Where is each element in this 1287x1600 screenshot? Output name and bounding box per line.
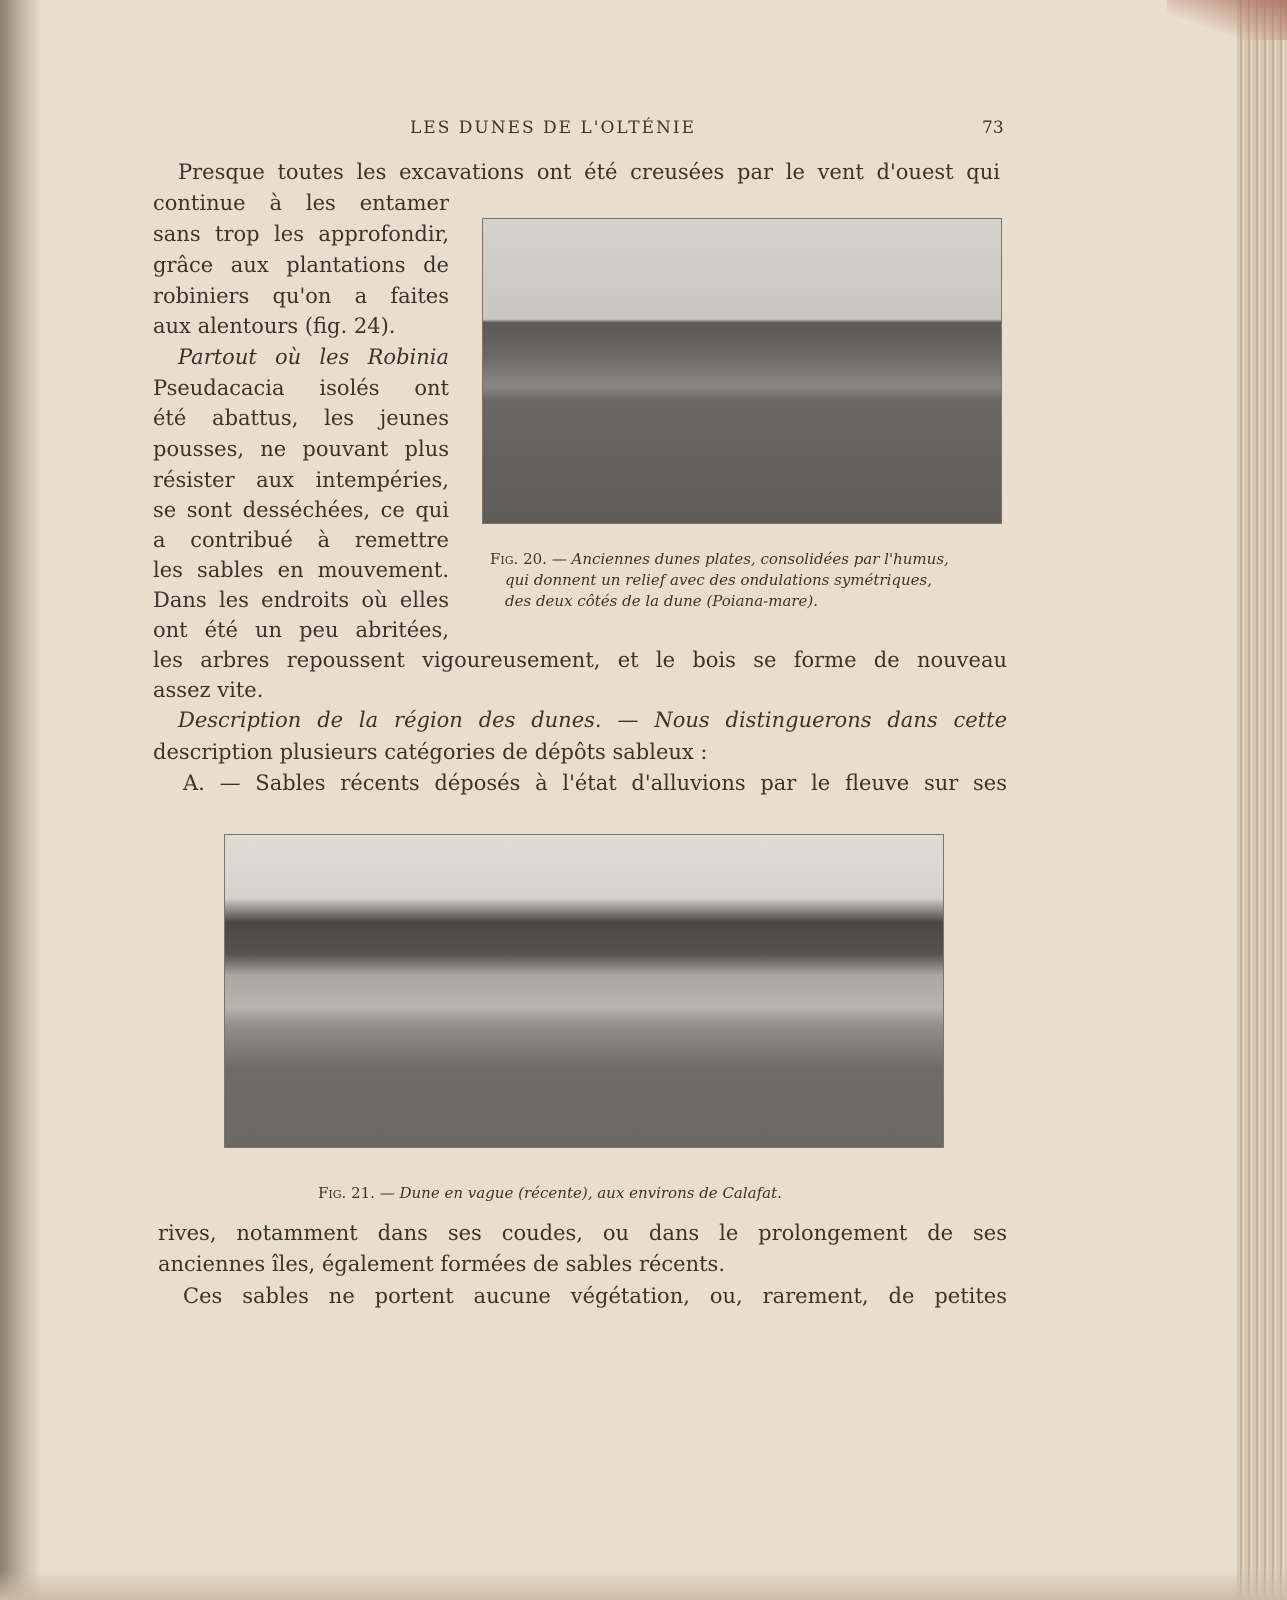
page-corner-shadow [1167, 0, 1287, 40]
text-line: résister aux intempéries, [153, 468, 449, 492]
figure-label: Fig. 21. [318, 1184, 375, 1202]
book-gutter [0, 0, 40, 1600]
text-line: Presque toutes les excavations ont été creusées par le vent d'ouest qui [178, 160, 1000, 184]
text-line: continue à les entamer [153, 191, 449, 215]
figure-20-caption-line: des deux côtés de la dune (Poiana-mare). [505, 592, 819, 610]
page-number: 73 [982, 118, 1004, 138]
text-line: anciennes îles, également formées de sables récents. [158, 1252, 726, 1276]
text-line: se sont desséchées, ce qui [153, 498, 449, 522]
text-line: les arbres repoussent vigoureusement, et le bois se forme de nouveau [153, 648, 1007, 672]
figure-20-caption [490, 550, 949, 568]
text-line: description plusieurs catégories de dépôts sableux : [153, 740, 708, 764]
figure-20-caption-line: qui donnent un relief avec des ondulations symétriques, [505, 571, 933, 589]
text-line: grâce aux plantations de [153, 253, 449, 277]
figure-label: Fig. 20. [490, 550, 547, 568]
caption-text: — Dune en vague (récente), aux environs de Calafat. [379, 1184, 782, 1202]
text-line: A. — Sables récents déposés à l'état d'alluvions par le fleuve sur ses [183, 771, 1007, 795]
text-line: Ces sables ne portent aucune végétation, ou, rarement, de petites [183, 1284, 1007, 1308]
text-line: assez vite. [153, 678, 264, 702]
text-line: sans trop les approfondir, [153, 222, 449, 246]
text-line: aux alentours (fig. 24). [153, 314, 396, 338]
page-edges [1237, 0, 1287, 1600]
text-line: ont été un peu abritées, [153, 618, 449, 642]
figure-21-caption [318, 1184, 782, 1202]
text-line: Description de la région des dunes. — Nous distinguerons dans cette [178, 708, 1007, 732]
text-line: Dans les endroits où elles [153, 588, 449, 612]
running-header: LES DUNES DE L'OLTÉNIE [410, 118, 697, 138]
caption-line: — Anciennes dunes plates, consolidées par l'humus, [551, 550, 949, 568]
figure-21-photo [224, 834, 944, 1148]
text-line: Partout où les Robinia [178, 345, 449, 369]
text-line: robiniers qu'on a faites [153, 284, 449, 308]
page-bottom-shadow [0, 1570, 1287, 1600]
text-line: pousses, ne pouvant plus [153, 437, 449, 461]
text-line: rives, notamment dans ses coudes, ou dans le prolongement de ses [158, 1221, 1007, 1245]
text-line: a contribué à remettre [153, 528, 449, 552]
text-line: Pseudacacia isolés ont [153, 376, 449, 400]
text-line: été abattus, les jeunes [153, 406, 449, 430]
text-line: les sables en mouvement. [153, 558, 449, 582]
figure-20-photo [482, 218, 1002, 524]
